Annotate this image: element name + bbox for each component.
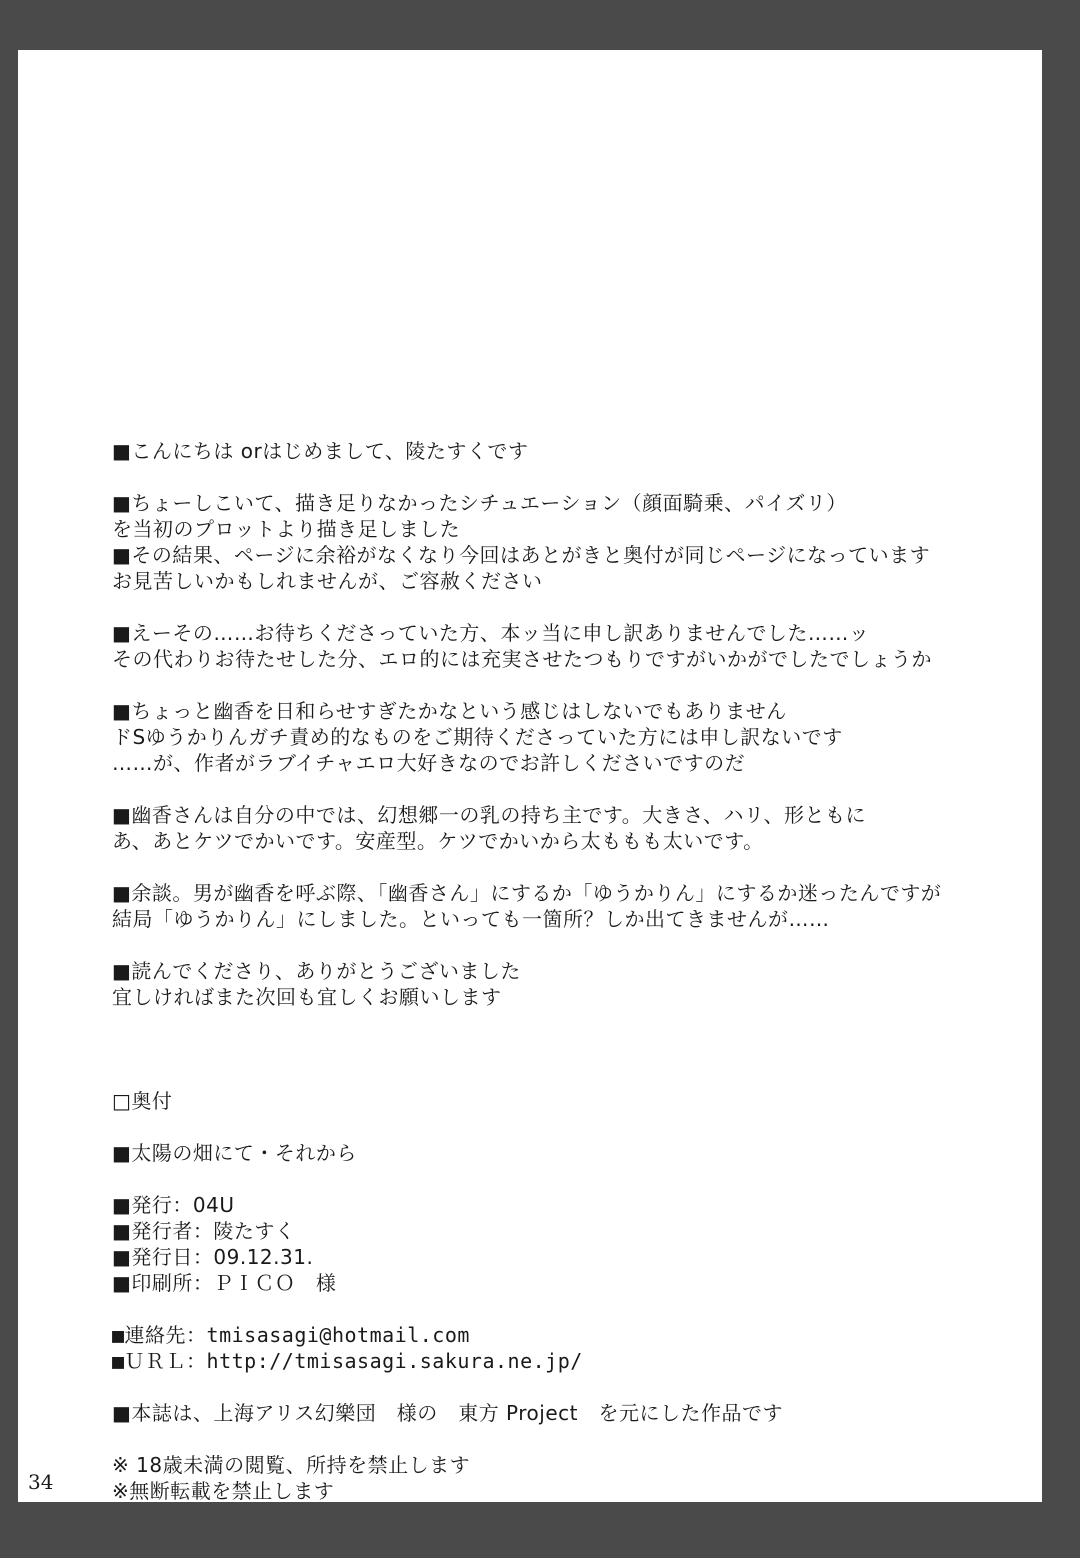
afterword-line: その代わりお待たせした分、エロ的には充実させたつもりですがいかがでしたでしょうか [112,647,932,671]
colophon-date: ■発行日：09.12.31. [112,1245,314,1269]
afterword-line: を当初のプロットより描き足しました [112,517,461,541]
colophon-issuer: ■発行者：陵たすく [112,1219,296,1243]
afterword-line: ドSゆうかりんガチ責め的なものをご期待くださっていた方には申し訳ないです [112,725,843,749]
afterword-line: ■ちょーしこいて、描き足りなかったシチュエーション（顔面騎乗、パイズリ） [112,491,847,515]
colophon-publisher: ■発行：04U [112,1193,235,1217]
afterword-line: お見苦しいかもしれませんが、ご容赦ください [112,569,543,593]
colophon-printer: ■印刷所：ＰＩＣＯ 様 [112,1271,337,1295]
afterword-line: ■えーその……お待ちくださっていた方、本ッ当に申し訳ありませんでした……ッ [112,621,870,645]
afterword-line: ■幽香さんは自分の中では、幻想郷一の乳の持ち主です。大きさ、ハリ、形ともに [112,803,866,827]
afterword-line: ■その結果、ページに余裕がなくなり今回はあとがきと奥付が同じページになっています [112,543,931,567]
colophon-title: ■太陽の畑にて・それから [112,1141,357,1165]
colophon-note: ■本誌は、上海アリス幻樂団 様の 東方 Project を元にした作品です [112,1401,783,1425]
colophon-url: ■ＵＲＬ：http://tmisasagi.sakura.ne.jp/ [112,1349,583,1373]
afterword-line: ■こんにちは orはじめまして、陵たすくです [112,439,529,463]
warning-line: ※無断転載を禁止します [112,1479,335,1503]
page-text [112,438,1012,1504]
afterword-line: ……が、作者がラブイチャエロ大好きなのでお許しくださいですのだ [112,751,746,775]
afterword-line: ■余談。男が幽香を呼ぶ際、「幽香さん」にするか「ゆうかりん」にするか迷ったんですが [112,881,942,905]
colophon-heading: □奥付 [112,1089,173,1113]
page-number: 34 [28,1470,54,1494]
afterword-line: ■読んでくださり、ありがとうございました [112,959,521,983]
document-page [18,50,1042,1502]
afterword-line: あ、あとケツでかいです。安産型。ケツでかいから太ももも太いです。 [112,829,764,853]
afterword-line: 結局「ゆうかりん」にしました。といっても一箇所？しか出てきませんが…… [112,907,830,931]
afterword-line: 宜しければまた次回も宜しくお願いします [112,985,502,1009]
afterword-line: ■ちょっと幽香を日和らせすぎたかなという感じはしないでもありません [112,699,787,723]
warning-line: ※ 18歳未満の閲覧、所持を禁止します [112,1453,471,1477]
colophon-contact: ■連絡先：tmisasagi@hotmail.com [112,1323,470,1347]
